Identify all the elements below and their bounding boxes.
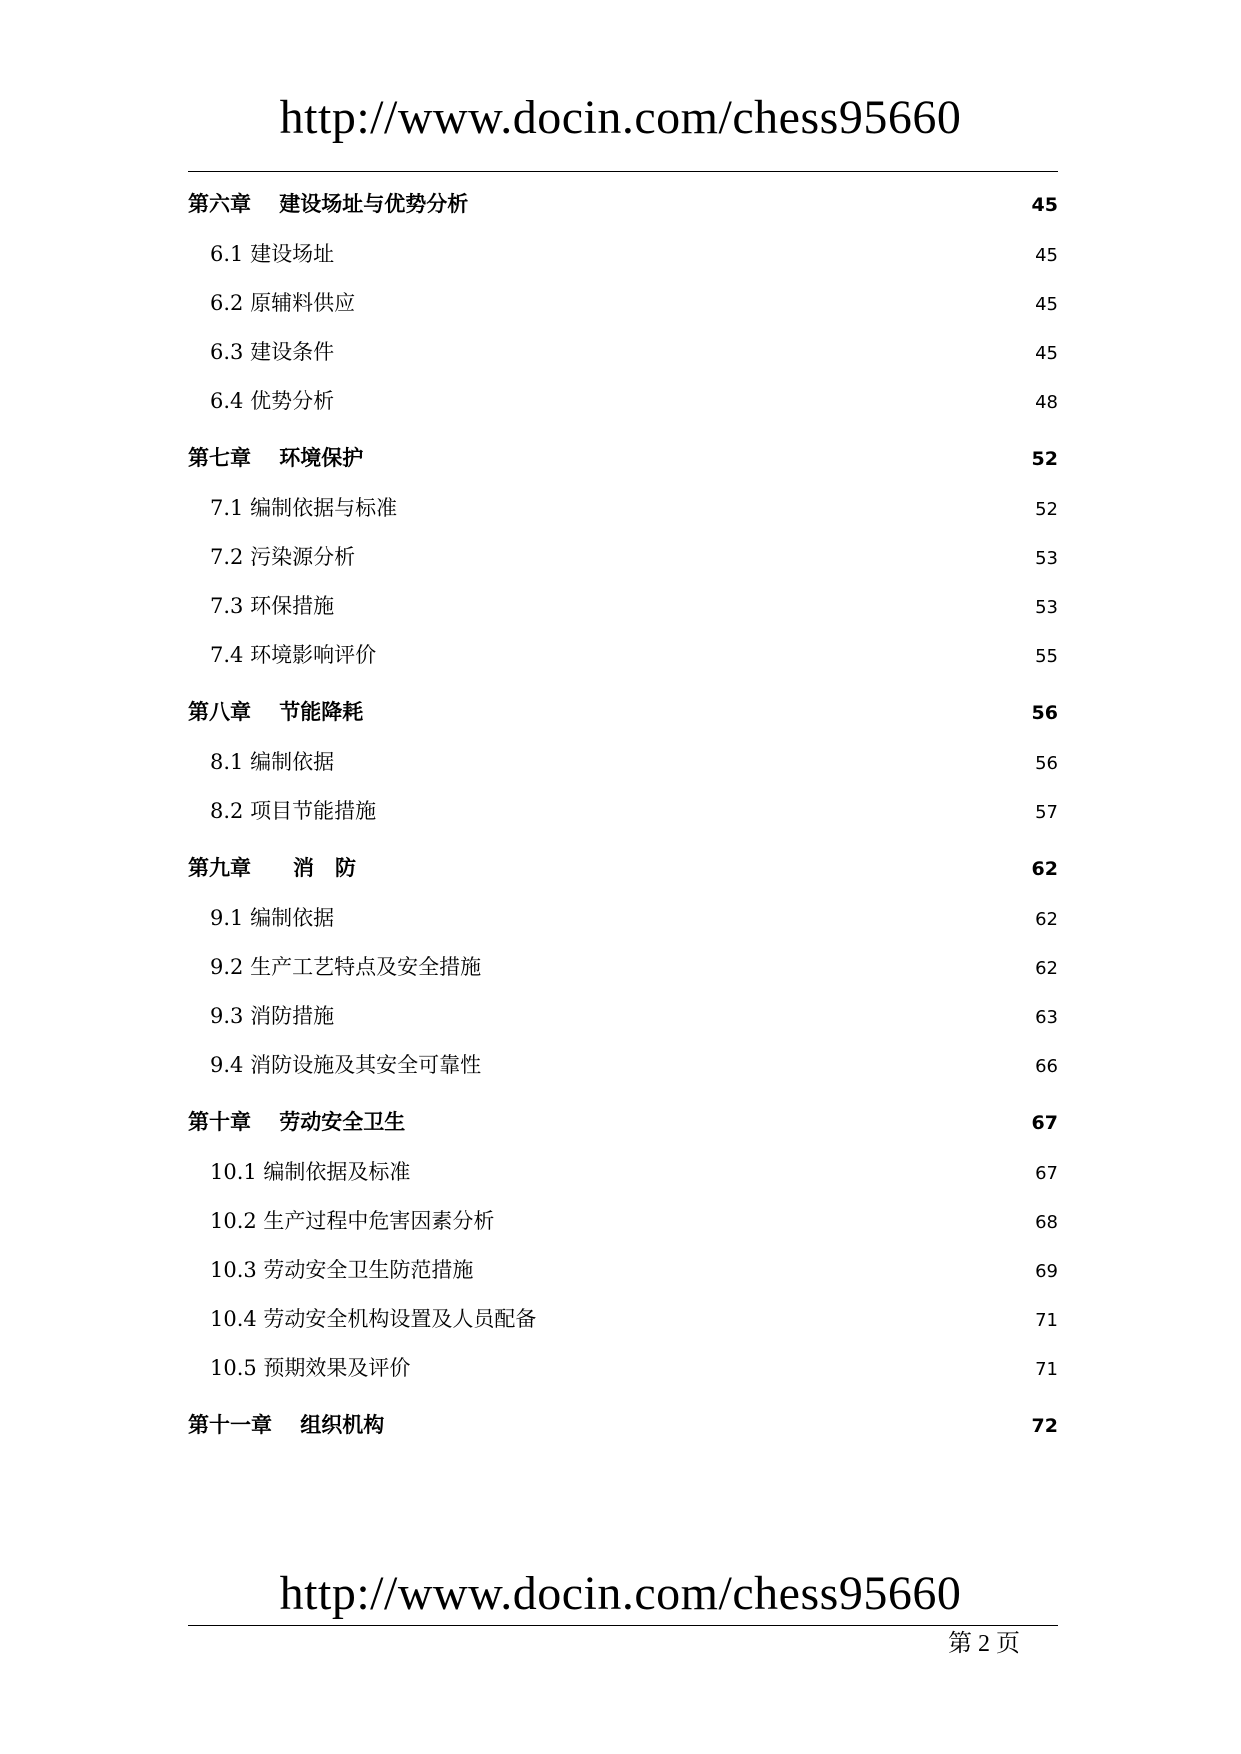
toc-entry-label: 8.2 项目节能措施 <box>210 799 377 823</box>
toc-section-entry[interactable] <box>188 377 1058 426</box>
toc-entry-label: 6.1 建设场址 <box>210 242 335 266</box>
toc-entry-page: 52 <box>1035 499 1058 520</box>
toc-entry-page: 67 <box>1035 1163 1058 1184</box>
dot-leader <box>336 904 1033 925</box>
toc-entry-page: 52 <box>1031 448 1058 470</box>
toc-entry-label: 7.1 编制依据与标准 <box>210 496 398 520</box>
toc-chapter-entry[interactable] <box>188 1096 1058 1148</box>
toc-entry-page: 45 <box>1035 294 1058 315</box>
toc-entry-label: 第十一章 组织机构 <box>188 1413 385 1437</box>
toc-entry-page: 45 <box>1035 245 1058 266</box>
page-number: 第 2 页 <box>948 1631 1020 1657</box>
toc-section-entry[interactable] <box>188 738 1058 787</box>
dot-leader <box>483 953 1033 974</box>
dot-leader <box>475 1256 1033 1277</box>
dot-leader <box>336 748 1033 769</box>
toc-entry-page: 55 <box>1035 646 1058 667</box>
toc-section-entry[interactable] <box>188 992 1058 1041</box>
toc-section-entry[interactable] <box>188 1295 1058 1344</box>
toc-entry-label: 10.3 劳动安全卫生防范措施 <box>210 1258 474 1282</box>
toc-entry-page: 62 <box>1035 909 1058 930</box>
header-rule <box>188 171 1058 172</box>
toc-entry-label: 第七章 环境保护 <box>188 446 364 470</box>
toc-entry-page: 45 <box>1031 194 1058 216</box>
table-of-contents <box>188 178 1058 1451</box>
toc-section-entry[interactable] <box>188 1197 1058 1246</box>
dot-leader <box>336 592 1033 613</box>
toc-entry-page: 71 <box>1035 1359 1058 1380</box>
toc-entry-page: 53 <box>1035 597 1058 618</box>
toc-section-entry[interactable] <box>188 1148 1058 1197</box>
dot-leader <box>336 240 1033 261</box>
dot-leader <box>538 1305 1033 1326</box>
dot-leader <box>399 494 1033 515</box>
dot-leader <box>365 444 1029 465</box>
toc-entry-label: 10.1 编制依据及标准 <box>210 1160 411 1184</box>
toc-entry-label: 6.4 优势分析 <box>210 389 335 413</box>
toc-entry-page: 68 <box>1035 1212 1058 1233</box>
toc-entry-label: 9.2 生产工艺特点及安全措施 <box>210 955 482 979</box>
dot-leader <box>412 1354 1033 1375</box>
toc-section-entry[interactable] <box>188 943 1058 992</box>
dot-leader <box>365 698 1029 719</box>
toc-entry-label: 8.1 编制依据 <box>210 750 335 774</box>
dot-leader <box>407 1108 1029 1129</box>
toc-entry-page: 57 <box>1035 802 1058 823</box>
toc-section-entry[interactable] <box>188 1246 1058 1295</box>
toc-entry-label: 9.4 消防设施及其安全可靠性 <box>210 1053 482 1077</box>
toc-entry-label: 7.2 污染源分析 <box>210 545 356 569</box>
toc-entry-label: 7.4 环境影响评价 <box>210 643 377 667</box>
toc-chapter-entry[interactable] <box>188 1399 1058 1451</box>
dot-leader <box>386 1411 1029 1432</box>
dot-leader <box>496 1207 1033 1228</box>
toc-chapter-entry[interactable] <box>188 686 1058 738</box>
dot-leader <box>412 1158 1033 1179</box>
toc-entry-label: 第六章 建设场址与优势分析 <box>188 192 469 216</box>
toc-entry-label: 6.3 建设条件 <box>210 340 335 364</box>
toc-chapter-entry[interactable] <box>188 432 1058 484</box>
toc-entry-page: 69 <box>1035 1261 1058 1282</box>
toc-section-entry[interactable] <box>188 484 1058 533</box>
toc-section-entry[interactable] <box>188 1041 1058 1090</box>
toc-entry-page: 48 <box>1035 392 1058 413</box>
toc-chapter-entry[interactable] <box>188 178 1058 230</box>
dot-leader <box>378 797 1033 818</box>
dot-leader <box>357 543 1033 564</box>
toc-entry-page: 63 <box>1035 1007 1058 1028</box>
toc-entry-page: 53 <box>1035 548 1058 569</box>
toc-entry-label: 第九章 消 防 <box>188 856 356 880</box>
toc-entry-page: 72 <box>1031 1415 1058 1437</box>
toc-section-entry[interactable] <box>188 279 1058 328</box>
header-url: http://www.docin.com/chess95660 <box>279 91 962 144</box>
dot-leader <box>336 338 1033 359</box>
dot-leader <box>378 641 1033 662</box>
footer-url: http://www.docin.com/chess95660 <box>279 1567 962 1620</box>
toc-entry-page: 56 <box>1035 753 1058 774</box>
dot-leader <box>336 387 1033 408</box>
toc-section-entry[interactable] <box>188 328 1058 377</box>
toc-entry-label: 9.3 消防措施 <box>210 1004 335 1028</box>
toc-entry-page: 56 <box>1031 702 1058 724</box>
dot-leader <box>357 289 1033 310</box>
dot-leader <box>483 1051 1033 1072</box>
toc-section-entry[interactable] <box>188 230 1058 279</box>
toc-entry-label: 9.1 编制依据 <box>210 906 335 930</box>
toc-section-entry[interactable] <box>188 631 1058 680</box>
toc-entry-label: 第十章 劳动安全卫生 <box>188 1110 406 1134</box>
toc-entry-label: 10.2 生产过程中危害因素分析 <box>210 1209 495 1233</box>
toc-entry-label: 10.4 劳动安全机构设置及人员配备 <box>210 1307 537 1331</box>
toc-entry-page: 62 <box>1035 958 1058 979</box>
toc-entry-page: 67 <box>1031 1112 1058 1134</box>
toc-section-entry[interactable] <box>188 1344 1058 1393</box>
toc-chapter-entry[interactable] <box>188 842 1058 894</box>
dot-leader <box>336 1002 1033 1023</box>
toc-entry-label: 7.3 环保措施 <box>210 594 335 618</box>
toc-entry-page: 45 <box>1035 343 1058 364</box>
toc-entry-label: 第八章 节能降耗 <box>188 700 364 724</box>
toc-entry-label: 10.5 预期效果及评价 <box>210 1356 411 1380</box>
dot-leader <box>470 190 1029 211</box>
dot-leader <box>358 854 1030 875</box>
toc-section-entry[interactable] <box>188 582 1058 631</box>
toc-section-entry[interactable] <box>188 787 1058 836</box>
toc-entry-page: 71 <box>1035 1310 1058 1331</box>
toc-entry-label: 6.2 原辅料供应 <box>210 291 356 315</box>
footer-rule <box>188 1625 1058 1626</box>
toc-entry-page: 66 <box>1035 1056 1058 1077</box>
toc-section-entry[interactable] <box>188 894 1058 943</box>
toc-entry-page: 62 <box>1031 858 1058 880</box>
toc-section-entry[interactable] <box>188 533 1058 582</box>
